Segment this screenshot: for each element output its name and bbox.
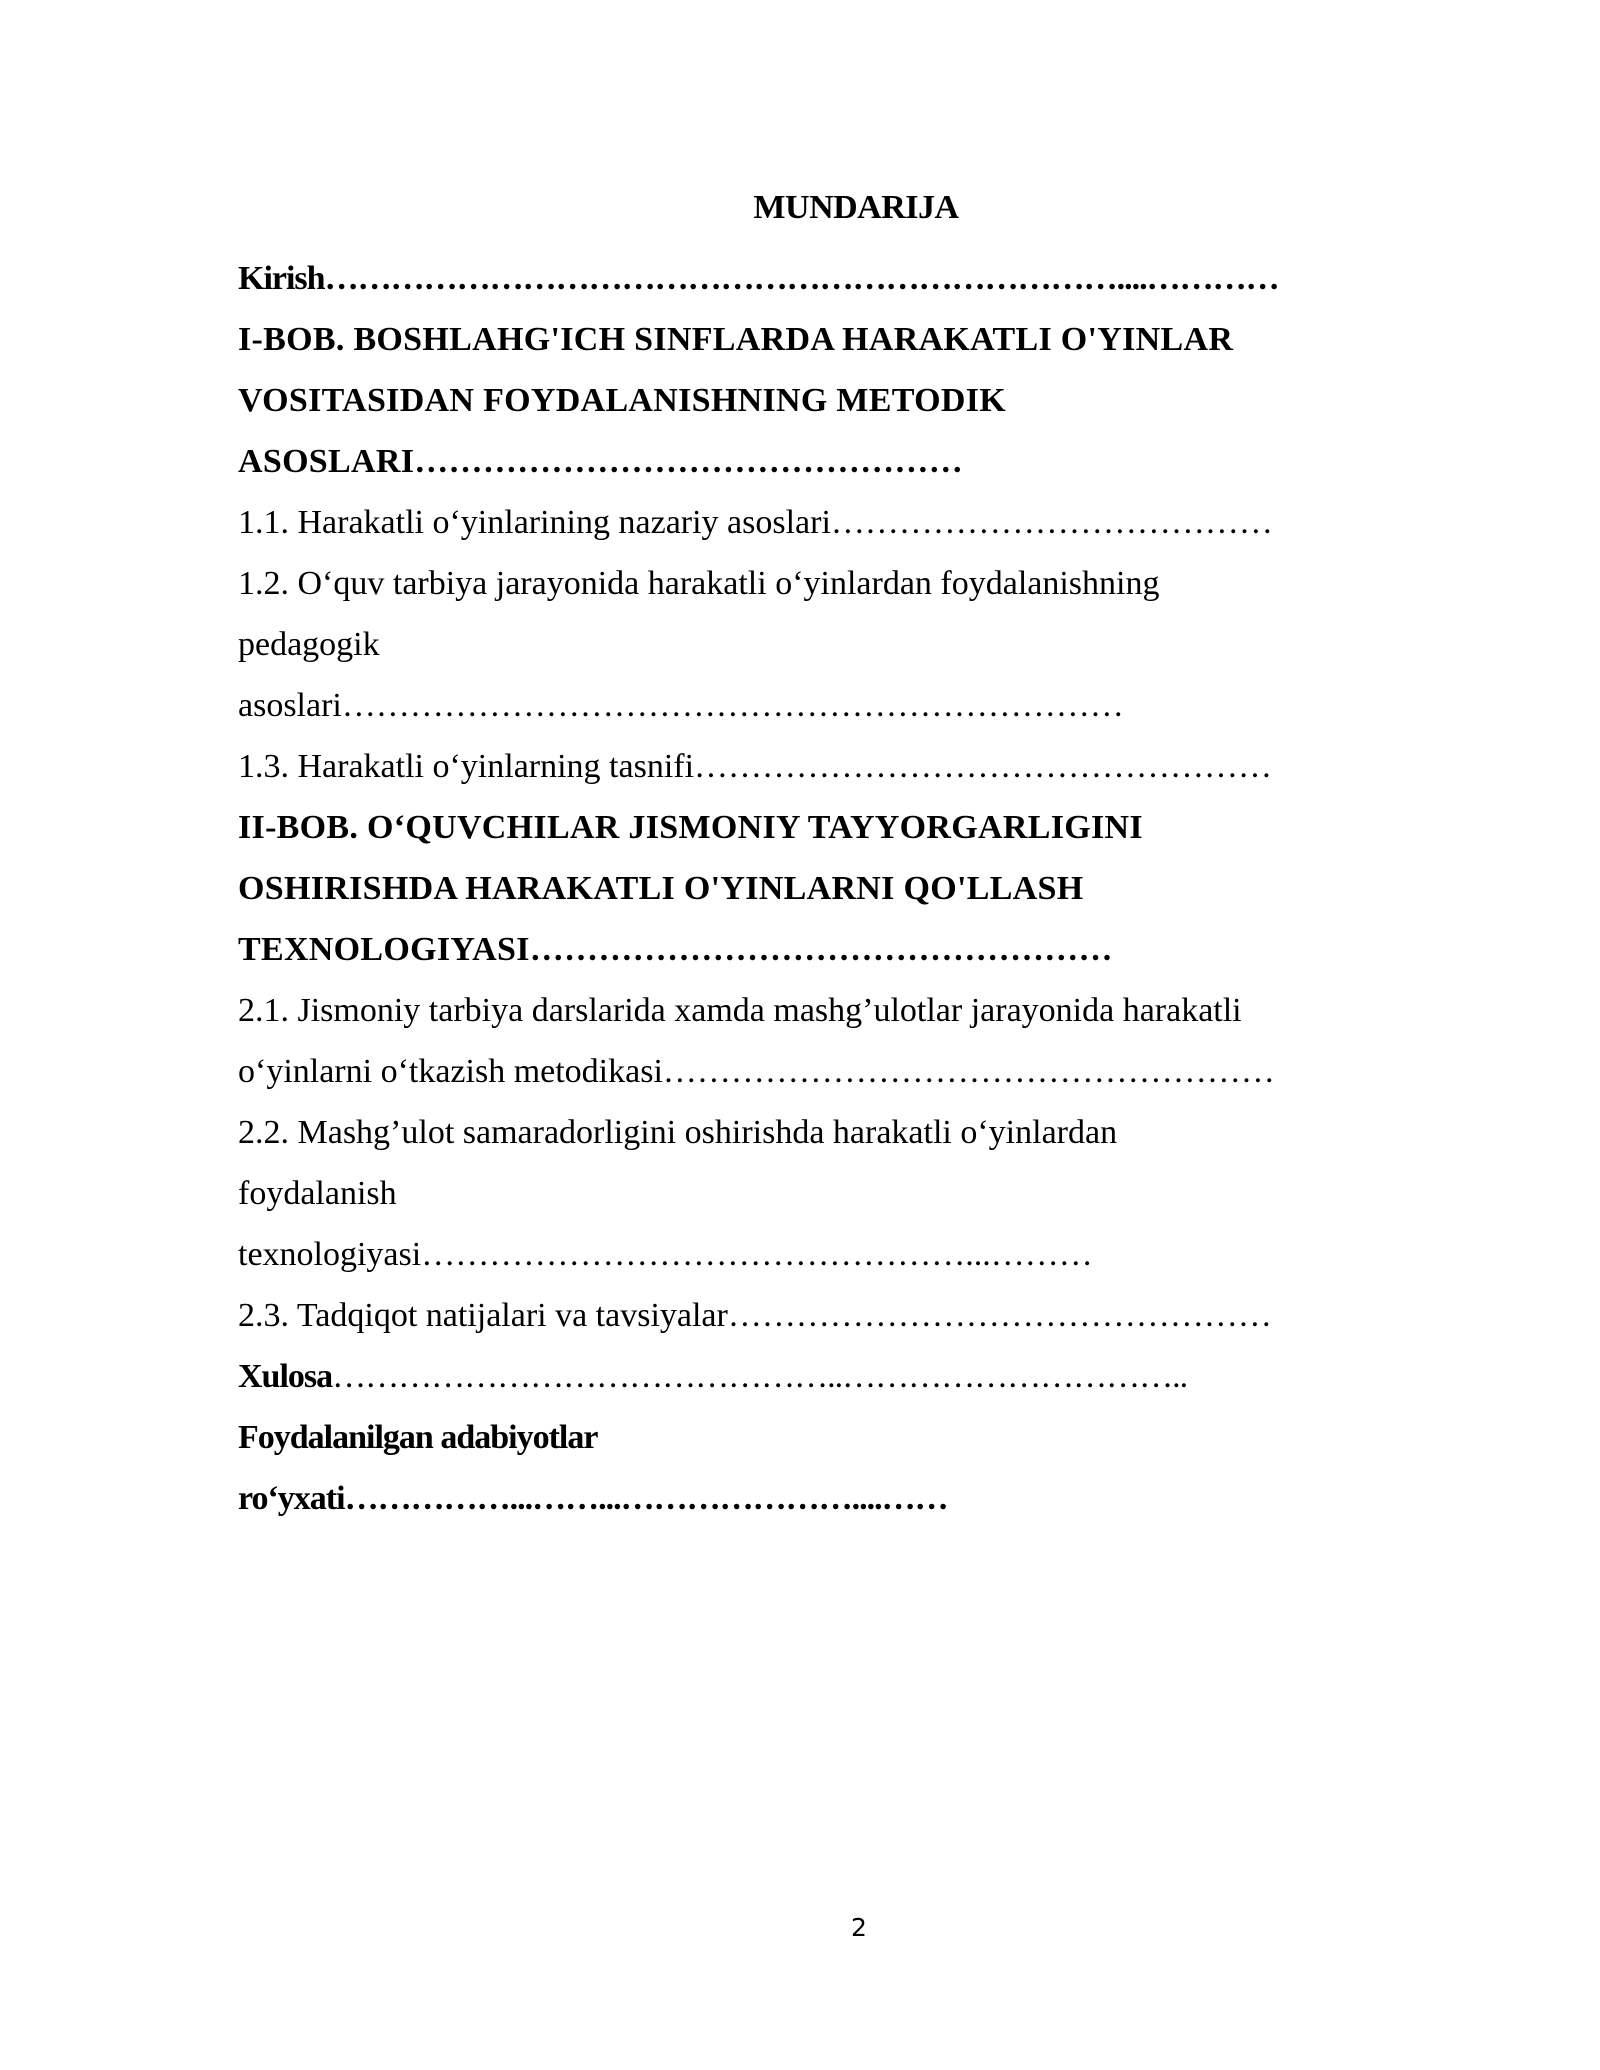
toc-entry-bibliography-line-2: ro‘yxati……………...……...…………………....…… [238, 1480, 948, 1517]
toc-entry-bibliography-line-1: Foydalanilgan adabiyotlar [238, 1419, 598, 1456]
table-of-contents [238, 248, 1358, 1529]
toc-section-2-1-line-1: 2.1. Jismoniy tarbiya darslarida xamda mashg’ulotlar jarayonida harakatli [238, 992, 1242, 1029]
page-number: 2 [851, 1913, 867, 1942]
toc-section-2-2-line-3: texnologiyasi…………………………………………...……… [238, 1236, 1093, 1273]
toc-chapter-1-line-3: ASOSLARI………………………………………… [238, 443, 964, 480]
toc-chapter-1-line-1: I-BOB. BOSHLAHG'ICH SINFLARDA HARAKATLI O'YINLAR [238, 321, 1234, 358]
toc-section-1-2-line-2: pedagogik [238, 626, 380, 663]
toc-section-1-2-line-3: asoslari…………………………………………………………… [238, 687, 1124, 724]
page-title: MUNDARIJA [753, 189, 959, 226]
toc-section-2-3: 2.3. Tadqiqot natijalari va tavsiyalar………………………………………… [238, 1297, 1272, 1334]
toc-section-1-3: 1.3. Harakatli o‘yinlarning tasnifi…………………………………………… [238, 748, 1273, 785]
toc-entry-xulosa-leader: ………………………………………..………………………….. [332, 1358, 1188, 1395]
toc-section-2-2-line-1: 2.2. Mashg’ulot samaradorligini oshirishda harakatli o‘yinlardan [238, 1114, 1118, 1151]
toc-chapter-1-line-2: VOSITASIDAN FOYDALANISHNING METODIK [238, 382, 1007, 419]
toc-section-2-1-line-2: o‘yinlarni o‘tkazish metodikasi……………………………………………… [238, 1053, 1275, 1090]
toc-chapter-2-line-1: II-BOB. O‘QUVCHILAR JISMONIY TAYYORGARLIGINI [238, 809, 1143, 846]
toc-entry-xulosa-label: Xulosa [238, 1358, 333, 1395]
toc-section-2-2-line-2: foydalanish [238, 1175, 397, 1212]
toc-section-1-1: 1.1. Harakatli o‘yinlarining nazariy asoslari………………………………… [238, 504, 1273, 541]
toc-entry-kirish: Kirish………………………………………………………………....………… [238, 260, 1279, 297]
toc-section-1-2-line-1: 1.2. O‘quv tarbiya jarayonida harakatli o‘yinlardan foydalanishning [238, 565, 1160, 602]
toc-entry-xulosa [238, 1346, 1358, 1407]
toc-chapter-2-line-2: OSHIRISHDA HARAKATLI O'YINLARNI QO'LLASH [238, 870, 1084, 907]
toc-chapter-2-line-3: TEXNOLOGIYASI…………………………………………… [238, 931, 1113, 968]
